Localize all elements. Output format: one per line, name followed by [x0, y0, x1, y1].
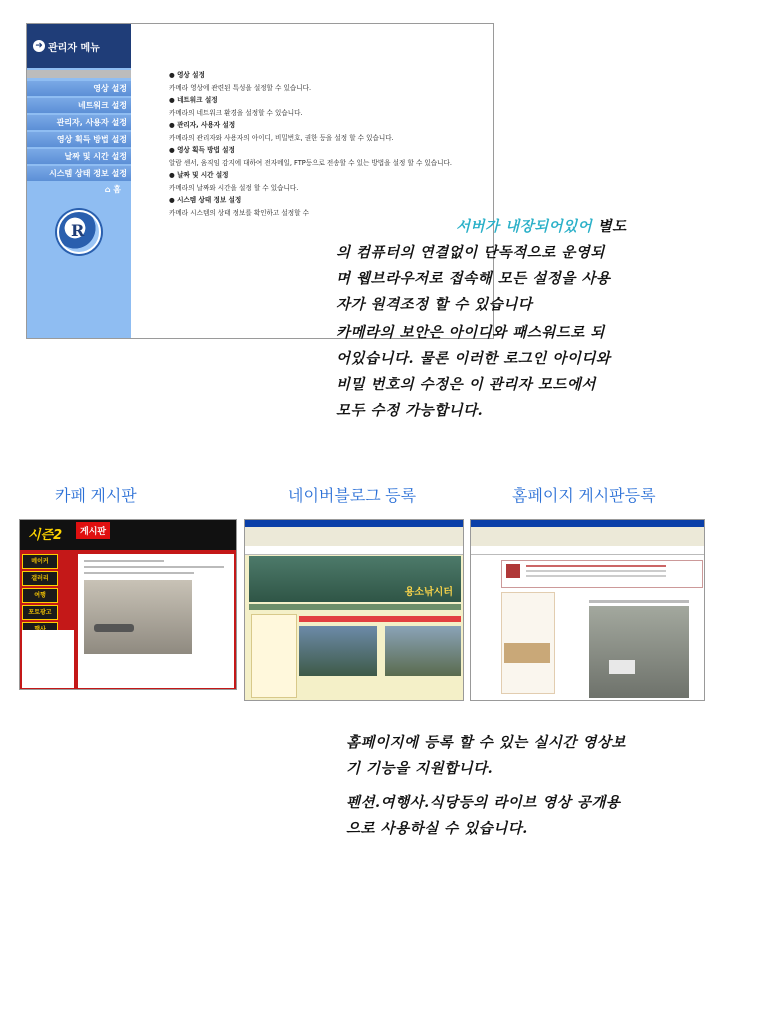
board-label: 게시판 [76, 522, 110, 539]
homepage-header-text [526, 565, 666, 567]
browser-titlebar [245, 520, 463, 527]
section-title: ● 날짜 및 시간 설정 [169, 169, 489, 182]
section-desc: 카메라의 네트워크 환경을 설정할 수 있습니다. [169, 108, 303, 117]
caption-cafe: 카페 게시판 [55, 488, 137, 505]
camera-live-view [589, 606, 689, 698]
section-desc: 카메라 시스템의 상태 정보를 확인하고 설정할 수 [169, 208, 309, 217]
blog-notice-strip [299, 616, 461, 622]
text-line: 으로 사용하실 수 있습니다. [346, 820, 528, 837]
blog-sidebar [251, 614, 297, 698]
security-description [336, 320, 610, 424]
post-header-line [84, 572, 194, 574]
post-header-line [84, 566, 224, 568]
section-title: ● 관리자, 사용자 설정 [169, 119, 489, 132]
homepage-header [501, 560, 703, 588]
camera-snapshot [84, 580, 192, 654]
menu-item-capture-settings[interactable]: 영상 획득 방법 설정 [27, 132, 131, 147]
cafe-menu-item: 포토광고 [22, 605, 58, 620]
admin-menu-header [27, 24, 131, 68]
menu-item-video-settings[interactable]: 영상 설정 [27, 81, 131, 96]
cafe-board-screenshot [19, 519, 237, 690]
brand-logo: R [57, 210, 101, 254]
season-label: 시즌2 [28, 528, 63, 543]
menu-item-datetime-settings[interactable]: 날짜 및 시간 설정 [27, 149, 131, 164]
browser-menubar [245, 527, 463, 534]
menu-item-user-settings[interactable]: 관리자, 사용자 설정 [27, 115, 131, 130]
browser-address-bar [245, 546, 463, 555]
menu-item-network-settings[interactable]: 네트워크 설정 [27, 98, 131, 113]
browser-address-bar [471, 546, 704, 555]
section-desc: 카메라의 관리자와 사용자의 아이디, 비밀번호, 권한 등을 설정 할 수 있습니다. [169, 133, 394, 142]
text-line: 기 기능을 지원합니다. [346, 760, 494, 777]
post-header-line [84, 560, 164, 562]
blog-nav [249, 604, 461, 610]
text-line: 자가 원격조정 할 수 있습니다 [336, 296, 533, 313]
cafe-post-panel [78, 554, 234, 688]
text-line: 비밀 번호의 수정은 이 관리자 모드에서 [336, 376, 596, 393]
cafe-side-box [22, 630, 74, 688]
live-view-description [346, 730, 626, 782]
text-line: 펜션.여행사.식당등의 라이브 영상 공개용 [346, 794, 621, 811]
sidebar-photo [504, 643, 550, 663]
section-desc: 카메라 영상에 관련된 특성을 설정할 수 있습니다. [169, 83, 312, 92]
section-title: ● 시스템 상태 정보 설정 [169, 194, 489, 207]
cafe-menu-item: 여행 [22, 588, 58, 603]
section-desc: 알람 센서, 움직임 감지에 대하여 전자메일, FTP등으로 전송할 수 있는 방법을 설정 할 수 있습니다. [169, 158, 452, 167]
usage-description [346, 790, 620, 842]
menu-item-system-status[interactable]: 시스템 상태 정보 설정 [27, 166, 131, 181]
caption-blog: 네이버블로그 등록 [288, 488, 417, 505]
section-title: ● 영상 획득 방법 설정 [169, 144, 489, 157]
text-line: 며 웹브라우저로 접속해 모든 설정을 사용 [336, 270, 611, 287]
home-label: 홈 [113, 185, 121, 194]
section-title: ● 네트워크 설정 [169, 94, 489, 107]
cafe-menu-item: 메이커 [22, 554, 58, 569]
home-icon: ⌂ [104, 185, 111, 194]
cafe-banner [20, 520, 237, 550]
caption-homepage: 홈페이지 게시판등록 [512, 488, 656, 505]
admin-description-list [169, 69, 489, 219]
arrow-circle-icon: ➜ [33, 40, 45, 52]
homepage-logo [506, 564, 520, 578]
menu-item-home[interactable] [27, 183, 131, 197]
cafe-menu-item: 갤러리 [22, 571, 58, 586]
browser-menubar [471, 527, 704, 534]
text-line: 홈페이지에 등록 할 수 있는 실시간 영상보 [346, 734, 626, 751]
admin-menu-list [27, 81, 131, 197]
naver-blog-screenshot [244, 519, 464, 701]
browser-titlebar [471, 520, 704, 527]
section-title: ● 영상 설정 [169, 69, 489, 82]
section-desc: 카메라의 날짜와 시간을 설정 할 수 있습니다. [169, 183, 299, 192]
sidebar-divider [27, 70, 131, 78]
text-line: 별도 [592, 218, 627, 235]
text-line: 카메라의 보안은 아이디와 패스워드로 되 [336, 324, 605, 341]
homepage-board-screenshot [470, 519, 705, 701]
server-description [336, 214, 627, 318]
homepage-sidebar [501, 592, 555, 694]
camera-caption-line [589, 600, 689, 603]
admin-menu-title: 관리자 메뉴 [48, 42, 100, 54]
text-line: 모두 수정 가능합니다. [336, 402, 484, 419]
blog-title: 용소낚시터 [404, 587, 453, 598]
highlight-text: 서버가 내장되어있어 [456, 218, 593, 235]
text-line: 어있습니다. 물론 이러한 로그인 아이디와 [336, 350, 611, 367]
text-line: 의 컴퓨터의 연결없이 단독적으로 운영되 [336, 244, 605, 261]
live-photo-2 [385, 626, 461, 676]
blog-header-image [249, 556, 461, 602]
live-photo-1 [299, 626, 377, 676]
